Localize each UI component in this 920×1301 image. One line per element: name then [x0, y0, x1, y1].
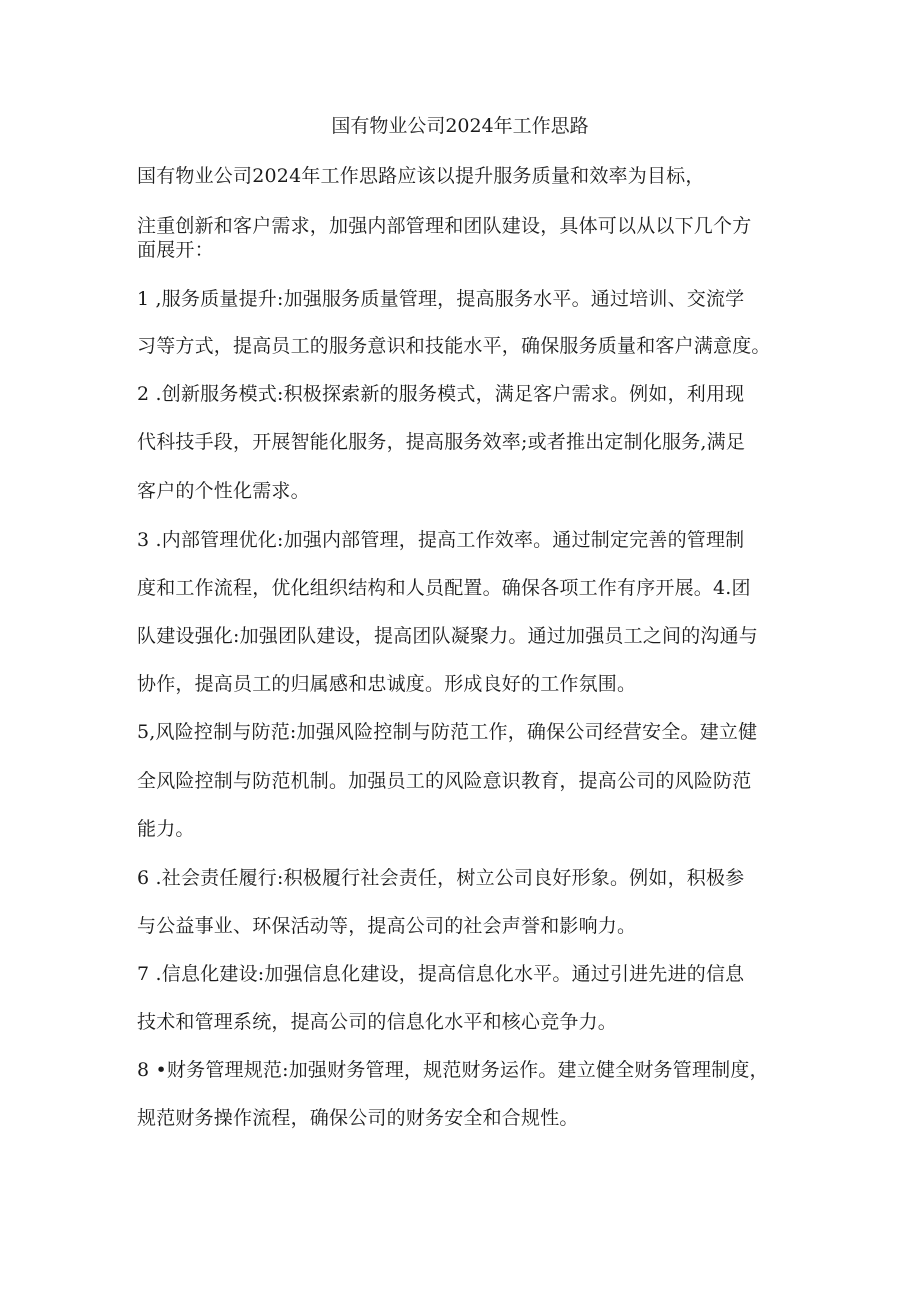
paragraph-line: 7 .信息化建设:加强信息化建设，提高信息化水平。通过引进先进的信息 — [137, 963, 745, 985]
paragraph-line: 技术和管理系统，提高公司的信息化水平和核心竞争力。 — [137, 1011, 618, 1033]
paragraph-line: 6 .社会责任履行:积极履行社会责任，树立公司良好形象。例如，积极参 — [137, 867, 745, 889]
paragraph-line: 队建设强化:加强团队建设，提高团队凝聚力。通过加强员工之间的沟通与 — [137, 625, 759, 647]
paragraph-line: 3 .内部管理优化:加强内部管理，提高工作效率。通过制定完善的管理制 — [137, 529, 745, 551]
paragraph-line: 2 .创新服务模式:积极探索新的服务模式，满足客户需求。例如，利用现 — [137, 383, 745, 405]
document-title: 国有物业公司2024年工作思路 — [331, 115, 589, 137]
paragraph-line: 注重创新和客户需求，加强内部管理和团队建设，具体可以从以下几个方 — [137, 215, 752, 237]
paragraph-line: 度和工作流程，优化组织结构和人员配置。确保各项工作有序开展。4.团 — [137, 577, 751, 599]
paragraph-line: 客户的个性化需求。 — [137, 480, 310, 502]
paragraph-line: 1 ,服务质量提升:加强服务质量管理，提高服务水平。通过培训、交流学 — [137, 288, 745, 310]
paragraph-line: 习等方式，提高员工的服务意识和技能水平，确保服务质量和客户满意度。 — [137, 335, 771, 357]
paragraph-line: 代科技手段，开展智能化服务，提高服务效率;或者推出定制化服务,满足 — [137, 431, 746, 453]
paragraph-line: 5,风险控制与防范:加强风险控制与防范工作，确保公司经营安全。建立健 — [137, 721, 758, 743]
paragraph-line: 能力。 — [137, 818, 195, 840]
paragraph-line: 协作，提高员工的归属感和忠诚度。形成良好的工作氛围。 — [137, 673, 637, 695]
paragraph-line: 全风险控制与防范机制。加强员工的风险意识教育，提高公司的风险防范 — [137, 770, 752, 792]
paragraph-line: 规范财务操作流程，确保公司的财务安全和合规性。 — [137, 1107, 579, 1129]
paragraph-line: 面展开： — [137, 239, 214, 261]
paragraph-line: 与公益事业、环保活动等，提高公司的社会声誉和影响力。 — [137, 915, 637, 937]
paragraph-line: 国有物业公司2024年工作思路应该以提升服务质量和效率为目标， — [137, 165, 705, 187]
paragraph-line: 8 •财务管理规范:加强财务管理，规范财务运作。建立健全财务管理制度， — [137, 1059, 769, 1081]
